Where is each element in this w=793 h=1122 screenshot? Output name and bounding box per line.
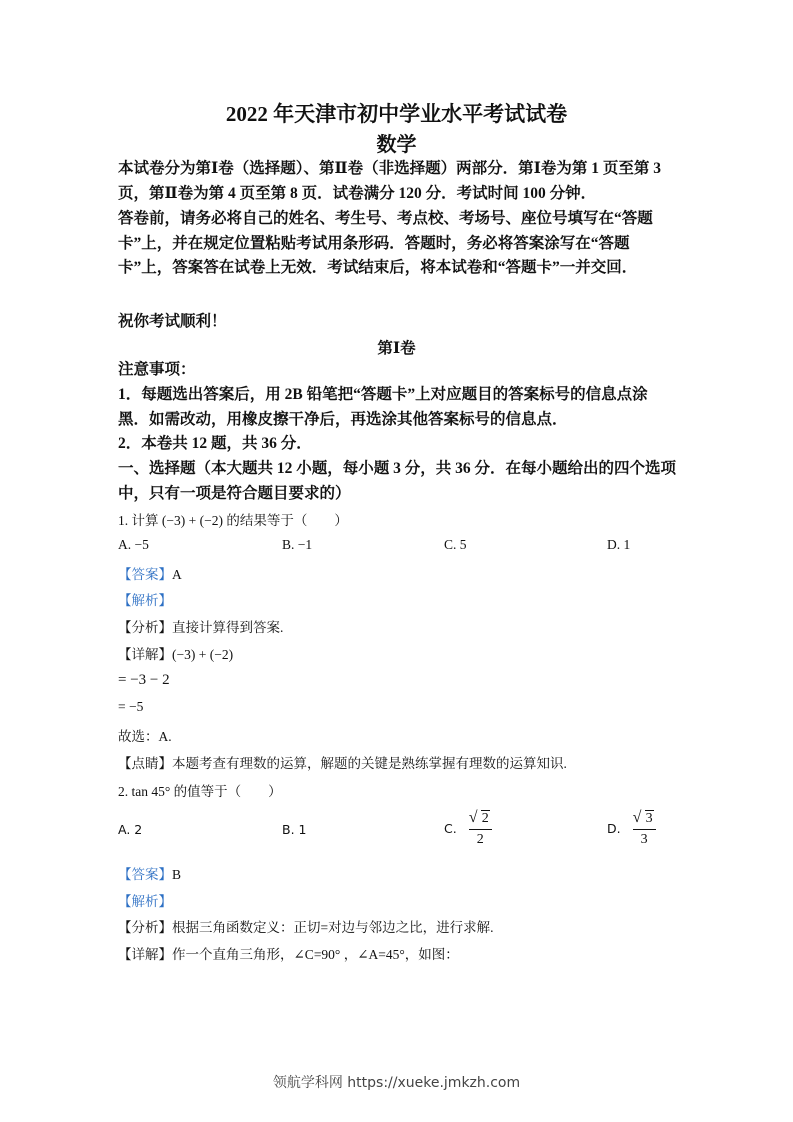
q2-option-b: B. 1 [282,822,307,837]
q1-option-b: B. −1 [282,537,313,552]
q1-comment [118,752,567,772]
q2-option-c-fraction [469,811,492,848]
exam-subject: 数学 [376,134,417,156]
q2-detail [118,943,459,963]
answer-tag: 【答案】 [118,867,172,882]
q1-option-d: D. 1 [607,537,631,552]
q2-option-c-denominator: 2 [476,832,484,847]
q1-stem-prefix: 1. 计算 [118,513,159,528]
section-heading: 第Ⅰ卷 [377,340,416,357]
q2-analysis [118,890,172,910]
instructions-intro: 本试卷分为第Ⅰ卷（选择题）、第Ⅱ卷（非选择题）两部分．第Ⅰ卷为第 1 页至第 3 页，第Ⅱ卷为第 4 页至第 8 页．试卷满分 120 分．考试时间 100 分钟． [118,160,661,202]
answer-value: A [172,567,182,582]
q1-option-a: A. −5 [118,537,149,552]
analysis-tag: 【解析】 [118,894,172,909]
comment-text: 本题考查有理数的运算，解题的关键是熟练掌握有理数的运算知识. [172,756,567,771]
notice-2: 2．本卷共 12 题，共 36 分． [118,435,312,452]
q2-option-c-label: C. [444,821,457,836]
q2-option-d-denominator: 3 [640,832,648,847]
answer-tag: 【答案】 [118,567,172,582]
analysis-tag: 【解析】 [118,593,172,608]
q2-option-d-fraction [633,811,656,848]
notice-title: 注意事项： [118,361,196,378]
q1-choose: 故选：A. [118,729,172,744]
q2-answer [118,863,181,883]
exam-title: 2022 年天津市初中学业水平考试试卷 [225,102,568,126]
notice-1: 1．每题选出答案后，用 2B 铅笔把“答题卡”上对应题目的答案标号的信息点涂黑．如需改动，用橡皮擦干净后，再选涂其他答案标号的信息点． [118,386,648,428]
comment-tag: 【点睛】 [118,756,172,771]
instructions-before-answer: 答卷前，请务必将自己的姓名、考生号、考点校、考场号、座位号填写在“答题卡”上，并在规定位置粘贴考试用条形码．答题时，务必将答案涂写在“答题卡”上，答案答在试卷上无效．考试结束后，将本试卷和“答题卡”一并交回． [118,210,653,276]
q2-option-d-label: D. [607,821,621,836]
footer-watermark: 领航学科网 https://xueke.jmkzh.com [272,1075,521,1091]
part-title: 一、选择题（本大题共 12 小题，每小题 3 分，共 36 分．在每小题给出的四个选项中，只有一项是符合题目要求的） [118,460,677,502]
q1-expr: (−3) + (−2) [161,513,223,528]
q2-option-d [607,811,656,848]
q1-step-2: = −5 [118,699,144,714]
q2-option-c [444,811,492,848]
q1-detail [118,643,233,663]
q2-stem-suffix: 的值等于（ ） [173,784,282,799]
q2-option-d-numerator: 3 [645,811,653,826]
fenxi-text: 直接计算得到答案. [172,620,284,635]
q2-option-c-numerator: 2 [481,811,489,826]
q2-stem-prefix: 2. [118,784,132,799]
q2-option-a: A. 2 [118,822,143,837]
fenxi-tag: 【分析】 [118,920,172,935]
fenxi-tag: 【分析】 [118,620,172,635]
q1-answer [118,563,182,583]
answer-value: B [172,867,182,882]
question-2-stem [118,780,282,800]
q1-stem-suffix: 的结果等于（ ） [226,513,348,528]
question-1-stem [118,509,348,529]
detail-tag: 【详解】 [118,947,172,962]
q1-fenxi [118,616,283,636]
q1-analysis [118,589,172,609]
q2-expr: tan 45° [131,784,171,799]
detail-expr: (−3) + (−2) [172,647,234,662]
instructions-wish: 祝你考试顺利！ [118,313,227,330]
detail-tag: 【详解】 [118,647,172,662]
q1-step-1: = −3 − 2 [118,672,170,688]
fenxi-text: 根据三角函数定义：正切=对边与邻边之比，进行求解. [172,920,494,935]
q2-fenxi [118,916,494,936]
detail-text: 作一个直角三角形，∠C=90° ，∠A=45°，如图： [172,947,459,962]
q1-option-c: C. 5 [444,537,467,552]
